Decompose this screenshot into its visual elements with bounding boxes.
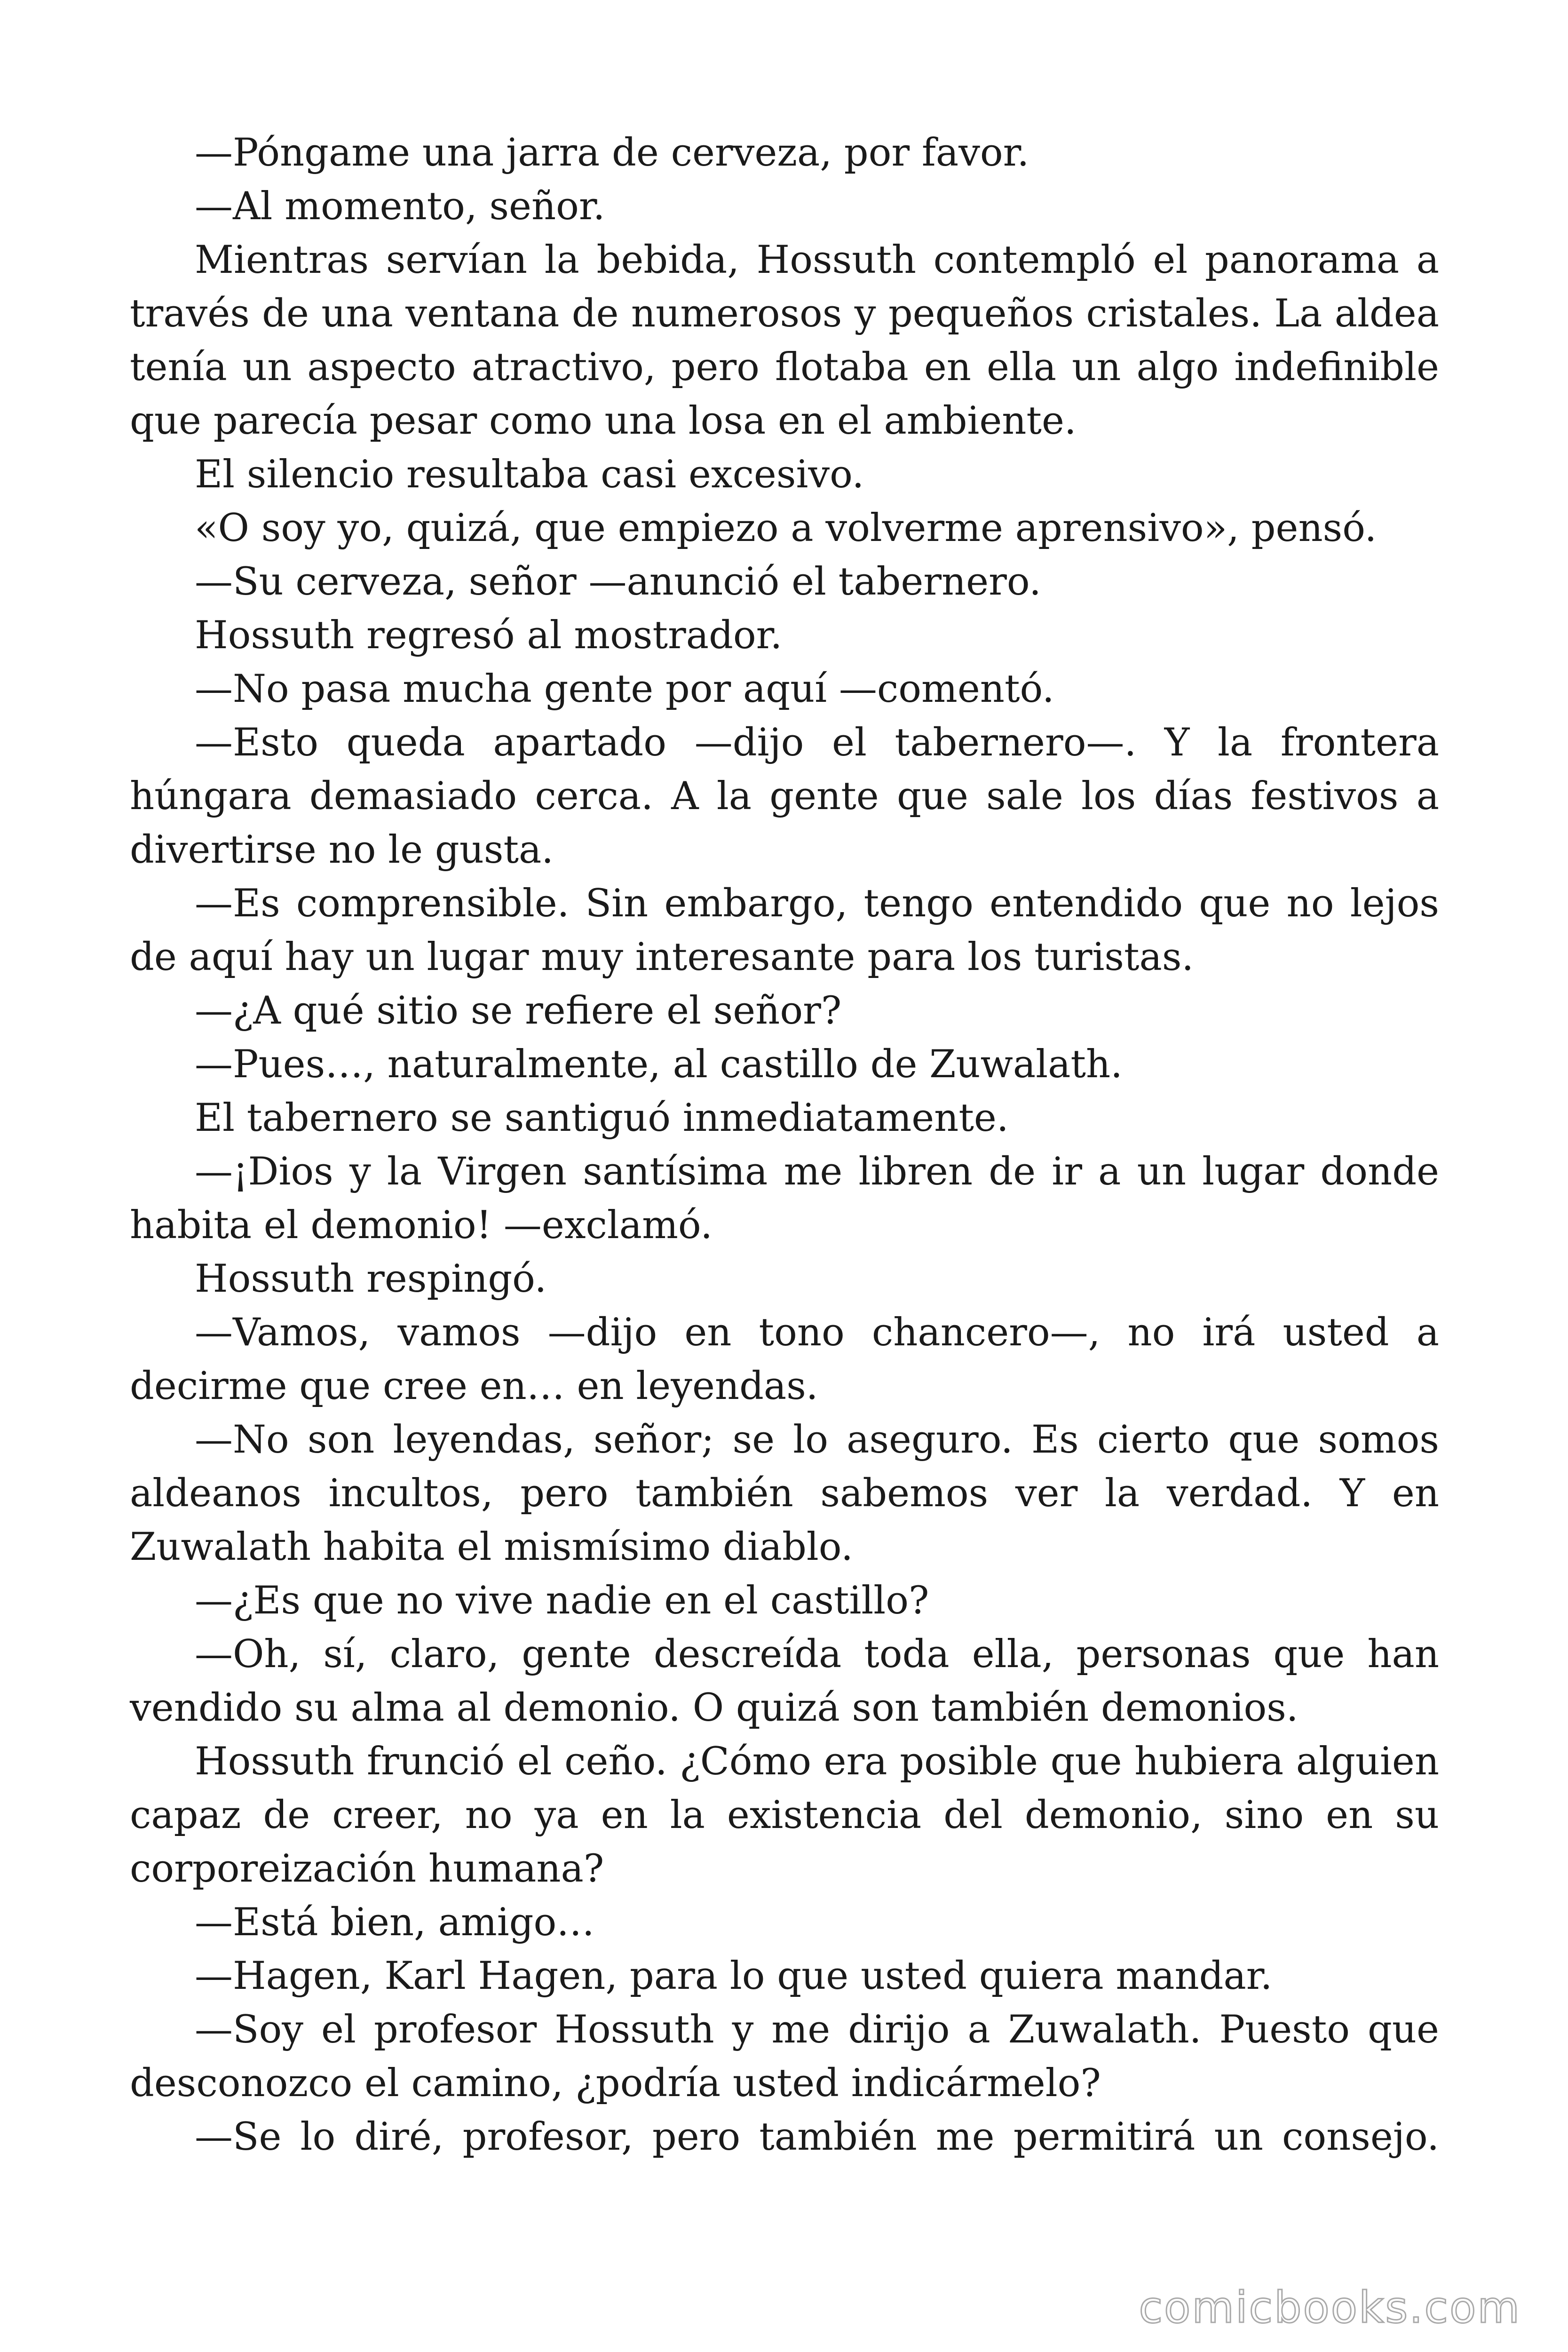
paragraph: —Póngame una jarra de cerveza, por favor. — [195, 131, 1029, 175]
paragraph: —¿Es que no vive nadie en el castillo? — [195, 1579, 929, 1623]
paragraph: —Soy el profesor Hossuth y me dirijo a Zuwalath. Puesto que desconozco el camino, ¿podría usted indicármelo? — [130, 2008, 1439, 2106]
paragraph: —¡Dios y la Virgen santísima me libren de ir a un lugar donde habita el demonio! —exclamó. — [130, 1150, 1439, 1248]
paragraph: —No pasa mucha gente por aquí —comentó. — [195, 667, 1054, 711]
paragraph: Hossuth frunció el ceño. ¿Cómo era posible que hubiera alguien capaz de creer, no ya en la existencia del demonio, sino en su corporeización humana? — [130, 1740, 1439, 1891]
paragraph: El tabernero se santiguó inmediatamente. — [195, 1096, 1009, 1140]
watermark: comicbooks.com — [1139, 2282, 1521, 2333]
paragraph: —Esto queda apartado —dijo el tabernero—. Y la frontera húngara demasiado cerca. A la gente que sale los días festivos a divertirse no le gusta. — [130, 721, 1439, 872]
paragraph: —Es comprensible. Sin embargo, tengo entendido que no lejos de aquí hay un lugar muy interesante para los turistas. — [130, 882, 1439, 979]
paragraph: —Se lo diré, profesor, pero también me permitirá un consejo. — [195, 2115, 1439, 2159]
paragraph: —Está bien, amigo… — [195, 1900, 595, 1945]
paragraph: —Su cerveza, señor —anunció el tabernero. — [195, 560, 1041, 604]
paragraph: El silencio resultaba casi excesivo. — [195, 453, 864, 497]
paragraph: —Al momento, señor. — [195, 184, 605, 229]
paragraph: —No son leyendas, señor; se lo aseguro. Es cierto que somos aldeanos incultos, pero también sabemos ver la verdad. Y en Zuwalath habita el mismísimo diablo. — [130, 1418, 1439, 1569]
paragraph: «O soy yo, quizá, que empiezo a volverme aprensivo», pensó. — [195, 506, 1377, 550]
paragraph: Hossuth respingó. — [195, 1257, 547, 1301]
paragraph: —Hagen, Karl Hagen, para lo que usted quiera mandar. — [195, 1954, 1273, 1998]
paragraph: —¿A qué sitio se refiere el señor? — [195, 989, 842, 1033]
book-page-text — [130, 126, 1439, 2164]
paragraph: —Pues…, naturalmente, al castillo de Zuwalath. — [195, 1042, 1123, 1087]
paragraph: Mientras servían la bebida, Hossuth contempló el panorama a través de una ventana de numerosos y pequeños cristales. La aldea tenía un aspecto atractivo, pero flotaba en ella un algo indefinible que parecía pesar como una losa en el ambiente. — [130, 238, 1439, 443]
paragraph: Hossuth regresó al mostrador. — [195, 613, 783, 658]
paragraph: —Vamos, vamos —dijo en tono chancero—, no irá usted a decirme que cree en… en leyendas. — [130, 1311, 1439, 1408]
paragraph: —Oh, sí, claro, gente descreída toda ella, personas que han vendido su alma al demonio. O quizá son también demonios. — [130, 1632, 1439, 1730]
